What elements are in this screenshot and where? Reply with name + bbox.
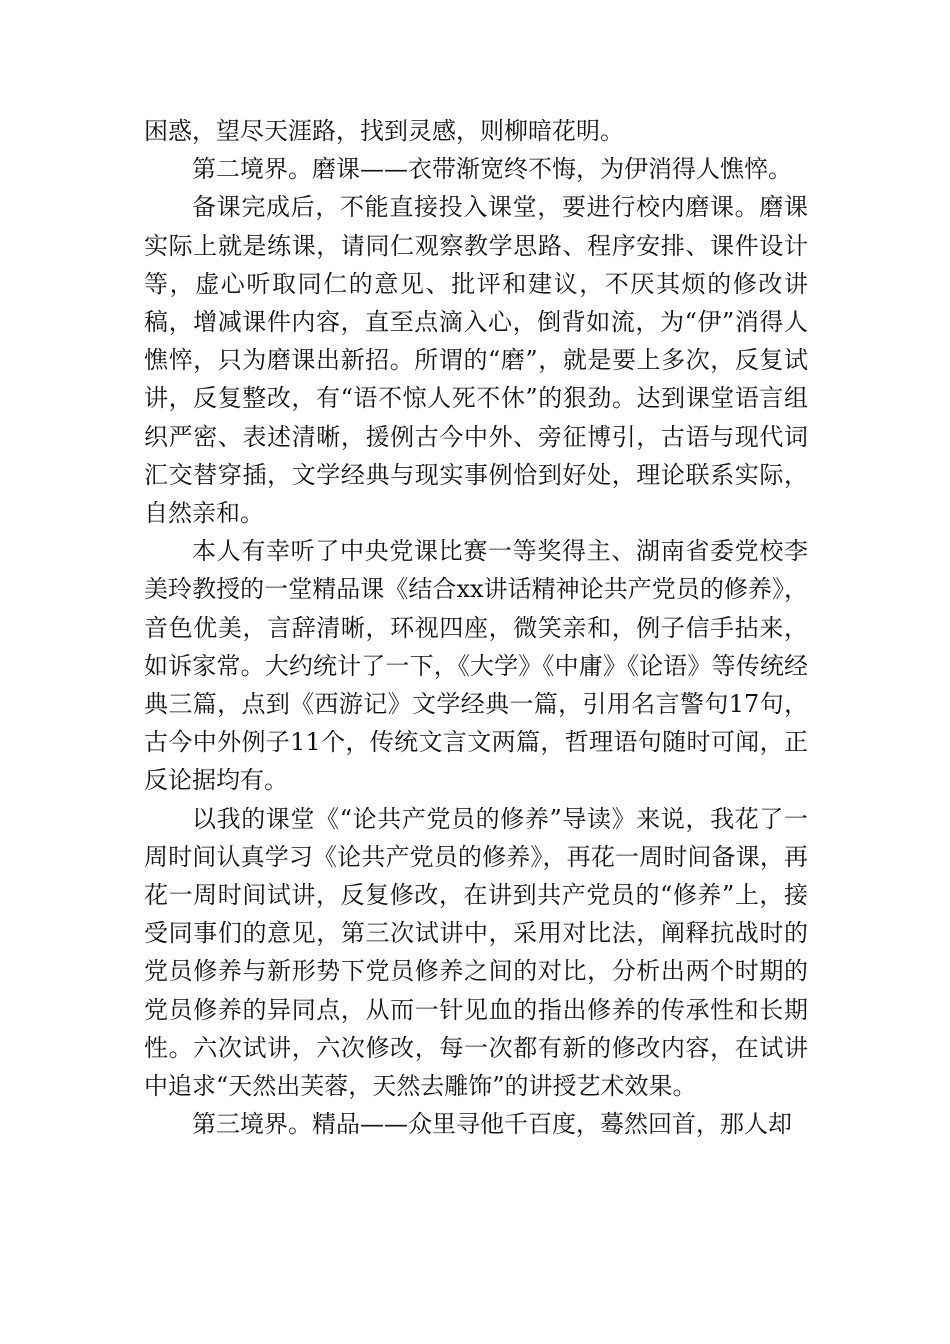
paragraph-lesson-polishing: 备课完成后，不能直接投入课堂，要进行校内磨课。磨课实际上就是练课，请同仁观察教学思路、程序安排、课件设计等，虚心听取同仁的意见、批评和建议，不厌其烦的修改讲稿，增减课件内容，直至点滴入心，倒背如流，为“伊”消得人憔悴，只为磨课出新招。所谓的“磨”，就是要上多次，反复试讲，反复整改，有“语不惊人死不休”的狠劲。达到课堂语言组织严密、表述清晰，援例古今中外、旁征博引，古语与现代词汇交替穿插，文学经典与现实事例恰到好处，理论联系实际，自然亲和。 <box>144 193 808 528</box>
paragraph-own-lesson: 以我的课堂《“论共产党员的修养”导读》来说，我花了一周时间认真学习《论共产党员的修养》，再花一周时间备课，再花一周时间试讲，反复修改，在讲到共产党员的“修养”上，接受同事们的意见，第三次试讲中，采用对比法，阐释抗战时的党员修养与新形势下党员修养之间的对比，分析出两个时期的党员修养的异同点，从而一针见血的指出修养的传承性和长期性。六次试讲，六次修改，每一次都有新的修改内容，在试讲中追求“天然出芙蓉，天然去雕饰”的讲授艺术效果。 <box>144 804 808 1101</box>
paragraph-exemplary-lecture: 本人有幸听了中央党课比赛一等奖得主、湖南省委党校李美玲教授的一堂精品课《结合xx讲话精神论共产党员的修养》，音色优美，言辞清晰，环视四座，微笑亲和，例子信手拈来，如诉家常。大约统计了一下，《大学》《中庸》《论语》等传统经典三篇，点到《西游记》文学经典一篇，引用名言警句17句，古今中外例子11个，传统文言文两篇，哲理语句随时可闻，正反论据均有。 <box>144 537 808 795</box>
document-body <box>144 112 808 1143</box>
section-heading-third-realm: 第三境界。精品——众里寻他千百度，蓦然回首，那人却 <box>192 1110 792 1139</box>
section-heading-second-realm: 第二境界。磨课——衣带渐宽终不悔，为伊消得人憔悴。 <box>192 155 792 184</box>
paragraph-continued: 困惑，望尽天涯路，找到灵感，则柳暗花明。 <box>144 117 624 145</box>
